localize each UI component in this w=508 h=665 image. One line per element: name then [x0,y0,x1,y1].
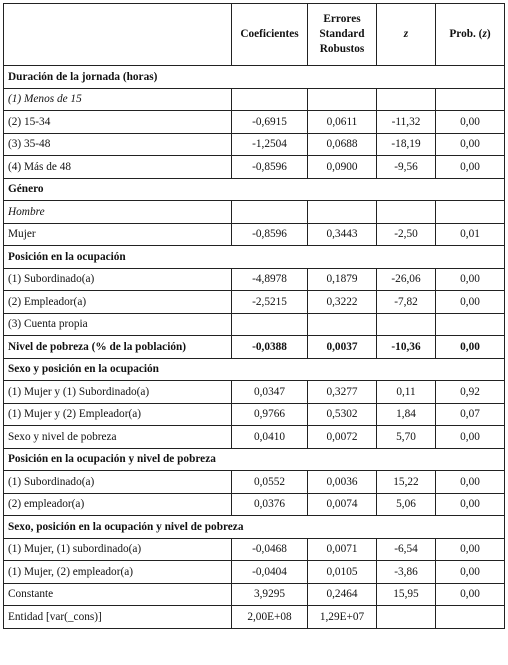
table-row [4,111,505,134]
section-row [4,178,505,201]
cell-prob: 0,00 [436,111,505,134]
cell-error-standard: 0,2464 [308,583,377,606]
table-row [4,561,505,584]
cell-z: 15,95 [377,583,436,606]
table-row [4,88,505,111]
table-row [4,403,505,426]
cell-coeficiente: 0,0347 [232,381,308,404]
row-label: (1) Mujer, (2) empleador(a) [4,561,232,584]
row-label: (4) Más de 48 [4,156,232,179]
table-row [4,471,505,494]
cell-coeficiente: -0,8596 [232,156,308,179]
section-row [4,246,505,269]
cell-coeficiente: 0,0552 [232,471,308,494]
cell-prob: 0,00 [436,493,505,516]
header-coeficientes: Coeficientes [232,4,308,66]
cell-coeficiente: -0,0404 [232,561,308,584]
cell-error-standard [308,313,377,336]
cell-coeficiente [232,88,308,111]
section-label: Sexo, posición en la ocupación y nivel de pobreza [4,516,505,539]
table-row [4,133,505,156]
regression-table [3,3,505,629]
cell-prob: 0,00 [436,471,505,494]
table-row [4,156,505,179]
cell-error-standard: 0,0072 [308,426,377,449]
header-prob [436,4,505,66]
header-row [4,4,505,66]
cell-prob: 0,00 [436,426,505,449]
cell-z: -9,56 [377,156,436,179]
cell-prob: 0,92 [436,381,505,404]
cell-z: 15,22 [377,471,436,494]
cell-prob: 0,00 [436,538,505,561]
row-label: Hombre [4,201,232,224]
row-label: (1) Subordinado(a) [4,268,232,291]
row-label: (1) Subordinado(a) [4,471,232,494]
cell-z: 0,11 [377,381,436,404]
row-label: Entidad [var(_cons)] [4,606,232,629]
cell-coeficiente: -0,6915 [232,111,308,134]
header-errores-standard: Errores Standard Robustos [308,4,377,66]
section-label: Sexo y posición en la ocupación [4,358,505,381]
table-row [4,313,505,336]
cell-error-standard: 0,5302 [308,403,377,426]
table-row [4,583,505,606]
row-label: (2) 15-34 [4,111,232,134]
row-label: (2) Empleador(a) [4,291,232,314]
cell-error-standard: 0,0074 [308,493,377,516]
cell-error-standard: 0,3222 [308,291,377,314]
section-row [4,448,505,471]
cell-prob [436,201,505,224]
cell-z [377,88,436,111]
row-label: (3) Cuenta propia [4,313,232,336]
cell-z [377,606,436,629]
cell-prob: 0,00 [436,133,505,156]
table-row [4,426,505,449]
cell-coeficiente: -0,0468 [232,538,308,561]
cell-z: 1,84 [377,403,436,426]
cell-prob [436,313,505,336]
cell-z: -3,86 [377,561,436,584]
table-header [4,4,505,66]
cell-coeficiente [232,201,308,224]
cell-coeficiente: -1,2504 [232,133,308,156]
cell-error-standard: 0,0036 [308,471,377,494]
cell-prob [436,606,505,629]
cell-z: -6,54 [377,538,436,561]
header-prob-suffix: ) [486,28,491,41]
table-row [4,606,505,629]
table-row [4,201,505,224]
cell-error-standard: 0,0071 [308,538,377,561]
table-row [4,336,505,359]
cell-prob: 0,00 [436,268,505,291]
table-row [4,291,505,314]
cell-coeficiente: 0,0410 [232,426,308,449]
cell-z: -18,19 [377,133,436,156]
section-row [4,516,505,539]
cell-error-standard [308,88,377,111]
header-prob-prefix: Prob. ( [449,28,483,41]
cell-coeficiente: 0,9766 [232,403,308,426]
table-row [4,268,505,291]
cell-coeficiente: 0,0376 [232,493,308,516]
cell-z: -7,82 [377,291,436,314]
table-row [4,538,505,561]
cell-z: 5,06 [377,493,436,516]
cell-z: -26,06 [377,268,436,291]
row-label: Nivel de pobreza (% de la población) [4,336,232,359]
cell-error-standard: 0,0900 [308,156,377,179]
cell-z [377,313,436,336]
cell-z: -11,32 [377,111,436,134]
row-label: (1) Menos de 15 [4,88,232,111]
cell-prob: 0,00 [436,583,505,606]
cell-z [377,201,436,224]
row-label: (3) 35-48 [4,133,232,156]
table-body [4,66,505,629]
row-label: (1) Mujer y (1) Subordinado(a) [4,381,232,404]
cell-error-standard: 0,1879 [308,268,377,291]
cell-prob: 0,00 [436,561,505,584]
cell-error-standard: 0,0105 [308,561,377,584]
row-label: (2) empleador(a) [4,493,232,516]
cell-z: -10,36 [377,336,436,359]
section-label: Posición en la ocupación y nivel de pobreza [4,448,505,471]
header-prob-var: z [482,28,487,41]
header-z: z [377,4,436,66]
cell-prob: 0,01 [436,223,505,246]
cell-prob: 0,00 [436,336,505,359]
section-label: Posición en la ocupación [4,246,505,269]
cell-error-standard: 0,0037 [308,336,377,359]
section-row [4,358,505,381]
cell-prob: 0,00 [436,291,505,314]
cell-coeficiente: -0,8596 [232,223,308,246]
cell-prob [436,88,505,111]
section-label: Género [4,178,505,201]
section-row [4,66,505,89]
cell-z: 5,70 [377,426,436,449]
table-row [4,381,505,404]
row-label: Constante [4,583,232,606]
table-row [4,493,505,516]
cell-coeficiente: 3,9295 [232,583,308,606]
row-label: (1) Mujer, (1) subordinado(a) [4,538,232,561]
cell-error-standard: 0,3443 [308,223,377,246]
cell-error-standard: 1,29E+07 [308,606,377,629]
cell-coeficiente [232,313,308,336]
cell-prob: 0,07 [436,403,505,426]
table-row [4,223,505,246]
cell-prob: 0,00 [436,156,505,179]
row-label: Sexo y nivel de pobreza [4,426,232,449]
section-label: Duración de la jornada (horas) [4,66,505,89]
header-label [4,4,232,66]
cell-error-standard: 0,0688 [308,133,377,156]
cell-z: -2,50 [377,223,436,246]
cell-coeficiente: -2,5215 [232,291,308,314]
cell-error-standard [308,201,377,224]
cell-coeficiente: -0,0388 [232,336,308,359]
cell-error-standard: 0,0611 [308,111,377,134]
cell-error-standard: 0,3277 [308,381,377,404]
row-label: (1) Mujer y (2) Empleador(a) [4,403,232,426]
cell-coeficiente: -4,8978 [232,268,308,291]
cell-coeficiente: 2,00E+08 [232,606,308,629]
row-label: Mujer [4,223,232,246]
